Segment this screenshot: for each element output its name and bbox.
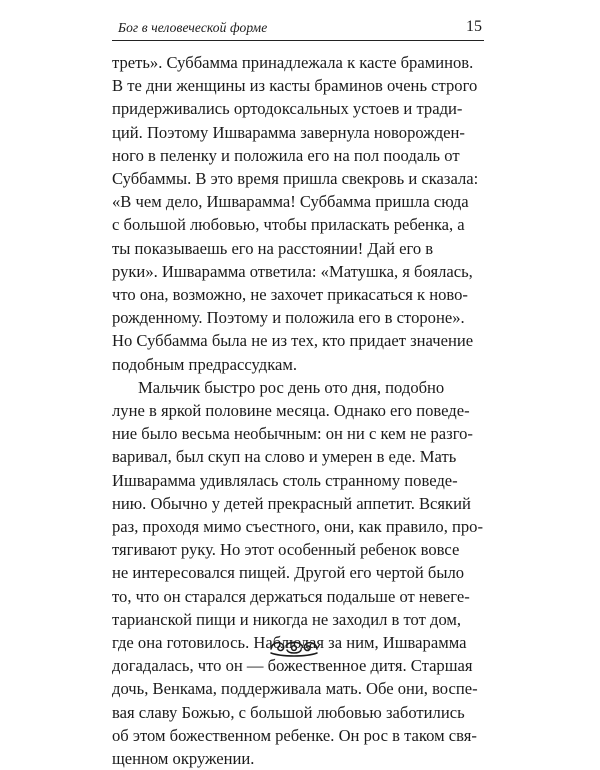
text-line: нию. Обычно у детей прекрасный аппетит. Всякий (112, 493, 471, 513)
text-line: треть». Суббамма принадлежала к касте браминов. (112, 53, 474, 72)
text-line: ного в пеленку и положила его на пол поодаль от (112, 145, 460, 165)
text-line: подобным предрассудкам. (112, 354, 298, 374)
text-line: Мальчик быстро рос день ото дня, подобно (138, 377, 445, 397)
text-line: В те дни женщины из касты браминов очень строго (112, 76, 478, 96)
text-line: придерживались ортодоксальных устоев и тради- (112, 99, 463, 119)
text-line: об этом божественном ребенке. Он рос в таком свя- (112, 725, 477, 745)
page-header (112, 12, 484, 41)
text-line: с большой любовью, чтобы приласкать ребенка, а (112, 215, 465, 235)
text-line: «В чем дело, Ишварамма! Суббамма пришла сюда (112, 192, 469, 212)
text-line: тарианской пищи и никогда не заходил в тот дом, (112, 609, 462, 629)
paragraph-1 (112, 51, 484, 376)
text-line: ние было весьма необычным: он ни с кем не разго- (112, 424, 473, 444)
text-line: догадалась, что он — божественное дитя. Старшая (112, 656, 473, 676)
text-line: где она готовилось. Наблюдая за ним, Ишварамма (112, 633, 467, 653)
text-line: ты показываешь его на расстоянии! Дай его в (112, 238, 434, 258)
text-line: раз, проходя мимо съестного, они, как правило, про- (112, 517, 483, 537)
page-number: 15 (466, 18, 482, 35)
text-line: вая славу Божью, с большой любовью заботились (112, 702, 465, 722)
text-line: щенном окружении. (112, 749, 255, 769)
text-line: что она, возможно, не захочет прикасаться к ново- (112, 285, 468, 305)
text-line: дочь, Венкама, поддерживала мать. Обе они, воспе- (112, 679, 478, 699)
text-line: варивал, был скуп на слово и умерен в еде. Мать (112, 447, 457, 467)
text-line: ций. Поэтому Ишварамма завернула новорожден- (112, 122, 465, 142)
text-line: тягивают руку. Но этот особенный ребенок вовсе (112, 540, 460, 560)
text-line: луне в яркой половине месяца. Однако его поведе- (112, 401, 470, 421)
text-line: рожденному. Поэтому и положила его в стороне». (112, 308, 465, 328)
text-line: Суббаммы. В это время пришла свекровь и сказала: (112, 169, 479, 189)
text-line: Ишварамма удивлялась столь странному поведе- (112, 470, 458, 490)
body-text (112, 51, 484, 770)
paragraph-2 (112, 376, 484, 770)
text-line: Но Суббамма была не из тех, кто придает значение (112, 331, 474, 351)
running-title: Бог в человеческой форме (118, 20, 268, 35)
text-line: руки». Ишварамма ответила: «Матушка, я боялась, (112, 261, 473, 281)
ornament-icon (268, 633, 320, 659)
text-line: то, что он старался держаться подальше от невеге- (112, 586, 470, 606)
text-line: не интересовался пищей. Другой его чертой было (112, 563, 465, 583)
